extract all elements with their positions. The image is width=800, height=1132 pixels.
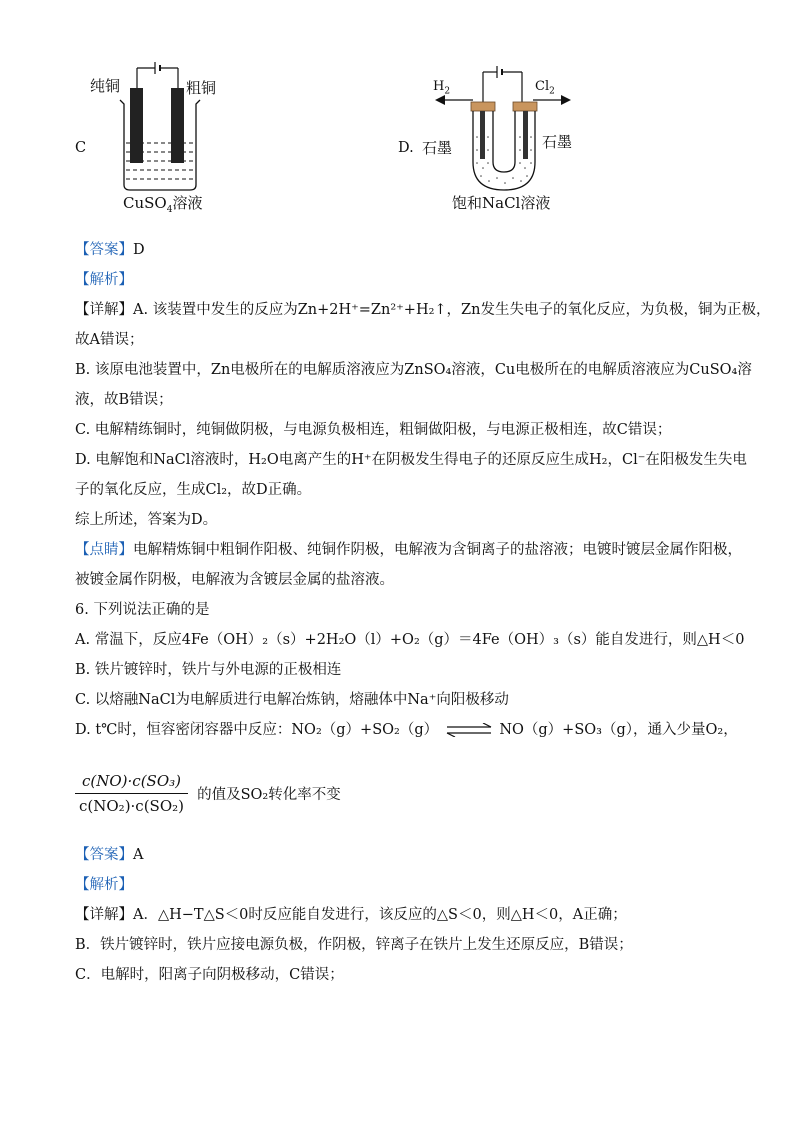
q5-detail-line-b2: 液，故B错误； — [75, 392, 173, 408]
chlorine-gas-label: $Cl_2$ — [535, 79, 555, 97]
fraction-numerator: c(NO)·c(SO₃) — [82, 772, 181, 790]
q5-detail-line-c: C. 电解精练铜时，纯铜做阴极，与电源负极相连，粗铜做阳极，与电源正极相连，故C错误； — [75, 422, 672, 438]
q6-option-d: D. t℃时，恒容密闭容器中反应：NO₂（g）+SO₂（g） NO（g）+SO₃（g），通入少量O₂， — [75, 722, 738, 738]
cuso4-solution-label: CuSO$_4$溶液 — [123, 194, 203, 215]
q5-key-point-2: 被镀金属作阴极，电解液为含镀层金属的盐溶液。 — [75, 572, 394, 588]
q6-detail-line-a: 【详解】A．△H−T△S＜0时反应能自发进行，该反应的△S＜0，则△H＜0，A正确； — [75, 907, 627, 923]
q5-detail-line-d2: 子的氧化反应，生成Cl₂，故D正确。 — [75, 482, 312, 498]
equilibrium-arrow-icon — [443, 723, 495, 737]
fraction-tail-text: 的值及SO₂转化率不变 — [197, 787, 341, 803]
q5-detail-line-b1: B. 该原电池装置中，Zn电极所在的电解质溶液应为ZnSO₄溶液，Cu电极所在的电解质溶液应为CuSO₄溶 — [75, 362, 752, 378]
figure-c-option-letter: C — [75, 140, 87, 156]
q5-analysis-heading: 【解析】 — [75, 272, 133, 288]
q6-option-b: B. 铁片镀锌时，铁片与外电源的正极相连 — [75, 662, 342, 678]
figure-d-option-letter: D. — [398, 140, 414, 156]
q6-detail-line-b: B．铁片镀锌时，铁片应接电源负极，作阴极，锌离子在铁片上发生还原反应，B错误； — [75, 937, 633, 953]
left-graphite-label: 石墨 — [422, 139, 453, 157]
pure-copper-label: 纯铜 — [90, 77, 121, 95]
concentration-ratio-fraction — [75, 772, 188, 815]
q6-stem: 6. 下列说法正确的是 — [75, 602, 210, 618]
q5-detail-line-a2: 故A错误； — [75, 332, 144, 348]
crude-copper-label: 粗铜 — [186, 79, 217, 97]
right-graphite-label: 石墨 — [542, 133, 573, 151]
q5-summary: 综上所述，答案为D。 — [75, 512, 218, 528]
hydrogen-gas-label: $H_2$ — [433, 79, 451, 97]
q5-detail-line-a1: 【详解】A. 该装置中发生的反应为Zn+2H⁺=Zn²⁺+H₂↑，Zn发生失电子的氧化反应，为负极，铜为正极， — [75, 302, 771, 318]
q5-answer: 【答案】D — [75, 242, 145, 258]
q6-analysis-heading: 【解析】 — [75, 877, 133, 893]
fraction-denominator: c(NO₂)·c(SO₂) — [79, 797, 184, 815]
q5-detail-line-d1: D. 电解饱和NaCl溶液时，H₂O电离产生的H⁺在阴极发生得电子的还原反应生成H₂，Cl⁻在阳极发生失电 — [75, 452, 747, 468]
saturated-nacl-label: 饱和NaCl溶液 — [452, 194, 551, 212]
q6-option-a: A. 常温下，反应4Fe（OH）₂（s）+2H₂O（l）+O₂（g）＝4Fe（OH）₃（s）能自发进行，则△H＜0 — [75, 632, 745, 648]
q6-answer: 【答案】A — [75, 847, 144, 863]
q6-option-d-fraction-expression — [75, 772, 341, 815]
q5-key-point-1: 【点睛】电解精炼铜中粗铜作阳极、纯铜作阴极，电解液为含铜离子的盐溶液；电镀时镀层金属作阳极， — [75, 542, 742, 558]
q6-detail-line-c: C．电解时，阳离子向阴极移动，C错误； — [75, 967, 344, 983]
q6-option-c: C. 以熔融NaCl为电解质进行电解冶炼钠，熔融体中Na⁺向阳极移动 — [75, 692, 509, 708]
